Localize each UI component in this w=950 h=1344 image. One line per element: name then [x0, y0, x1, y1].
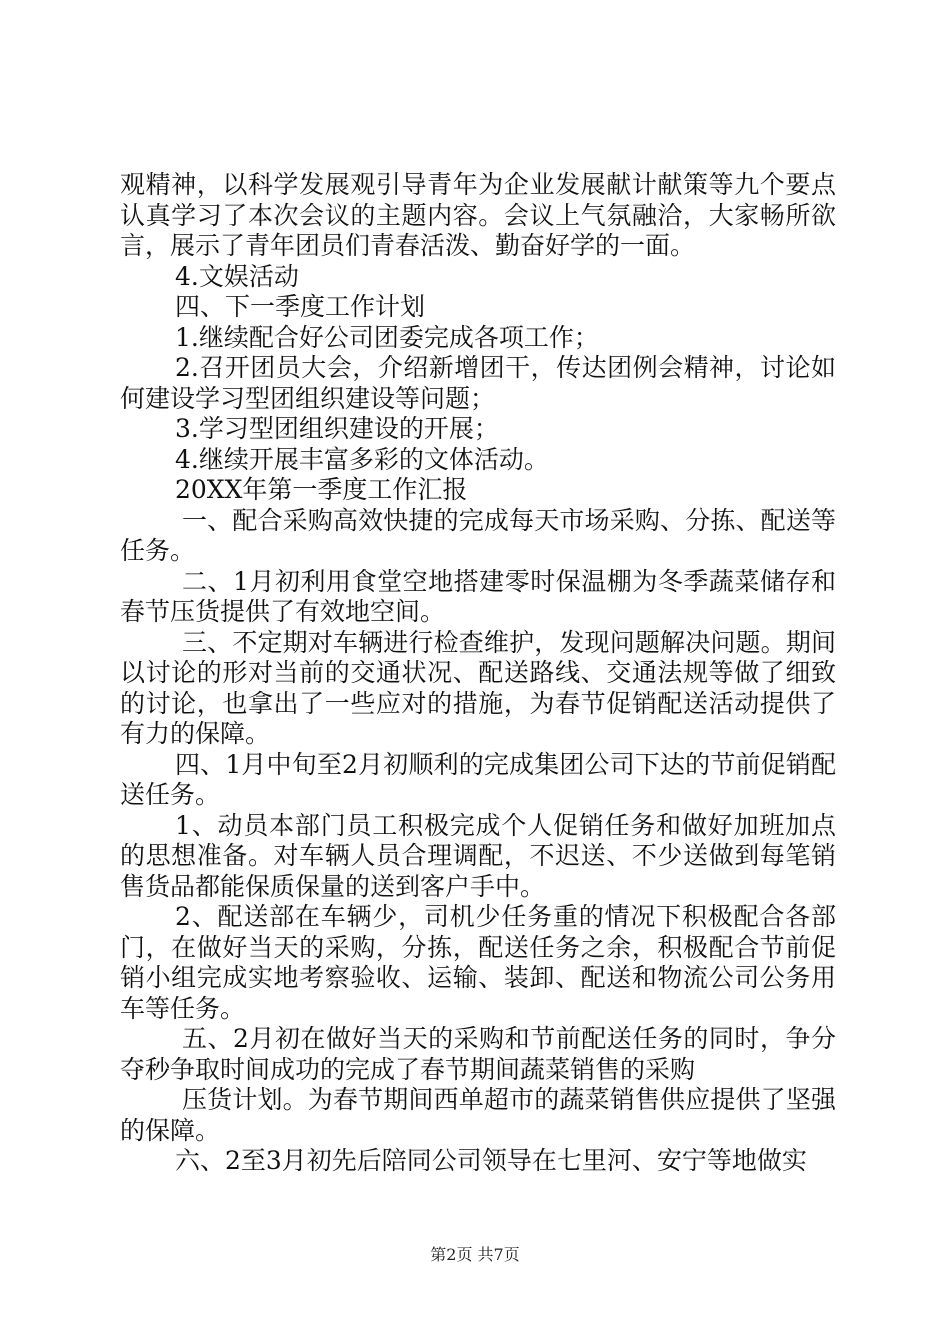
- paragraph: 4.继续开展丰富多彩的文体活动。: [175, 444, 549, 474]
- paragraph: 1、动员本部门员工积极完成个人促销任务和做好加班加点的思想准备。对车辆人员合理调配，不迟送、不少送做到每笔销售货品都能保质保量的送到客户手中。: [120, 810, 836, 901]
- document-body: [120, 170, 836, 1177]
- paragraph: 六、2至3月初先后陪同公司领导在七里河、安宁等地做实: [175, 1146, 807, 1175]
- paragraph: 3.学习型团组织建设的开展；: [175, 414, 499, 443]
- page-footer: 第2页 共7页: [430, 1245, 520, 1264]
- paragraph: 压货计划。为春节期间西单超市的蔬菜销售供应提供了坚强的保障。: [120, 1085, 836, 1145]
- paragraph: 20XX年第一季度工作汇报: [175, 475, 468, 504]
- paragraph: 二、1月初利用食堂空地搭建零时保温棚为冬季蔬菜储存和春节压货提供了有效地空间。: [120, 566, 836, 626]
- paragraph: 五、2月初在做好当天的采购和节前配送任务的同时，争分夺秒争取时间成功的完成了春节期间蔬菜销售的采购: [120, 1024, 836, 1084]
- paragraph: 一、配合采购高效快捷的完成每天市场采购、分拣、配送等任务。: [120, 505, 836, 565]
- paragraph: 三、不定期对车辆进行检查维护，发现问题解决问题。期间以讨论的形对当前的交通状况、配送路线、交通法规等做了细致的讨论，也拿出了一些应对的措施，为春节促销配送活动提供了有力的保障。: [120, 627, 836, 748]
- paragraph: 2、配送部在车辆少，司机少任务重的情况下积极配合各部门，在做好当天的采购，分拣，配送任务之余，积极配合节前促销小组完成实地考察验收、运输、装卸、配送和物流公司公务用车等任务。: [120, 902, 836, 1023]
- paragraph: 四、下一季度工作计划: [175, 292, 426, 321]
- paragraph: 观精神，以科学发展观引导青年为企业发展献计献策等九个要点认真学习了本次会议的主题内容。会议上气氛融洽，大家畅所欲言，展示了青年团员们青春活泼、勤奋好学的一面。: [120, 170, 836, 260]
- paragraph: 1.继续配合好公司团委完成各项工作；: [175, 322, 599, 352]
- paragraph: 四、1月中旬至2月初顺利的完成集团公司下达的节前促销配送任务。: [120, 749, 836, 809]
- paragraph: 2.召开团员大会，介绍新增团干，传达团例会精神，讨论如何建设学习型团组织建设等问题；: [120, 353, 836, 413]
- paragraph: 4.文娱活动: [175, 261, 299, 291]
